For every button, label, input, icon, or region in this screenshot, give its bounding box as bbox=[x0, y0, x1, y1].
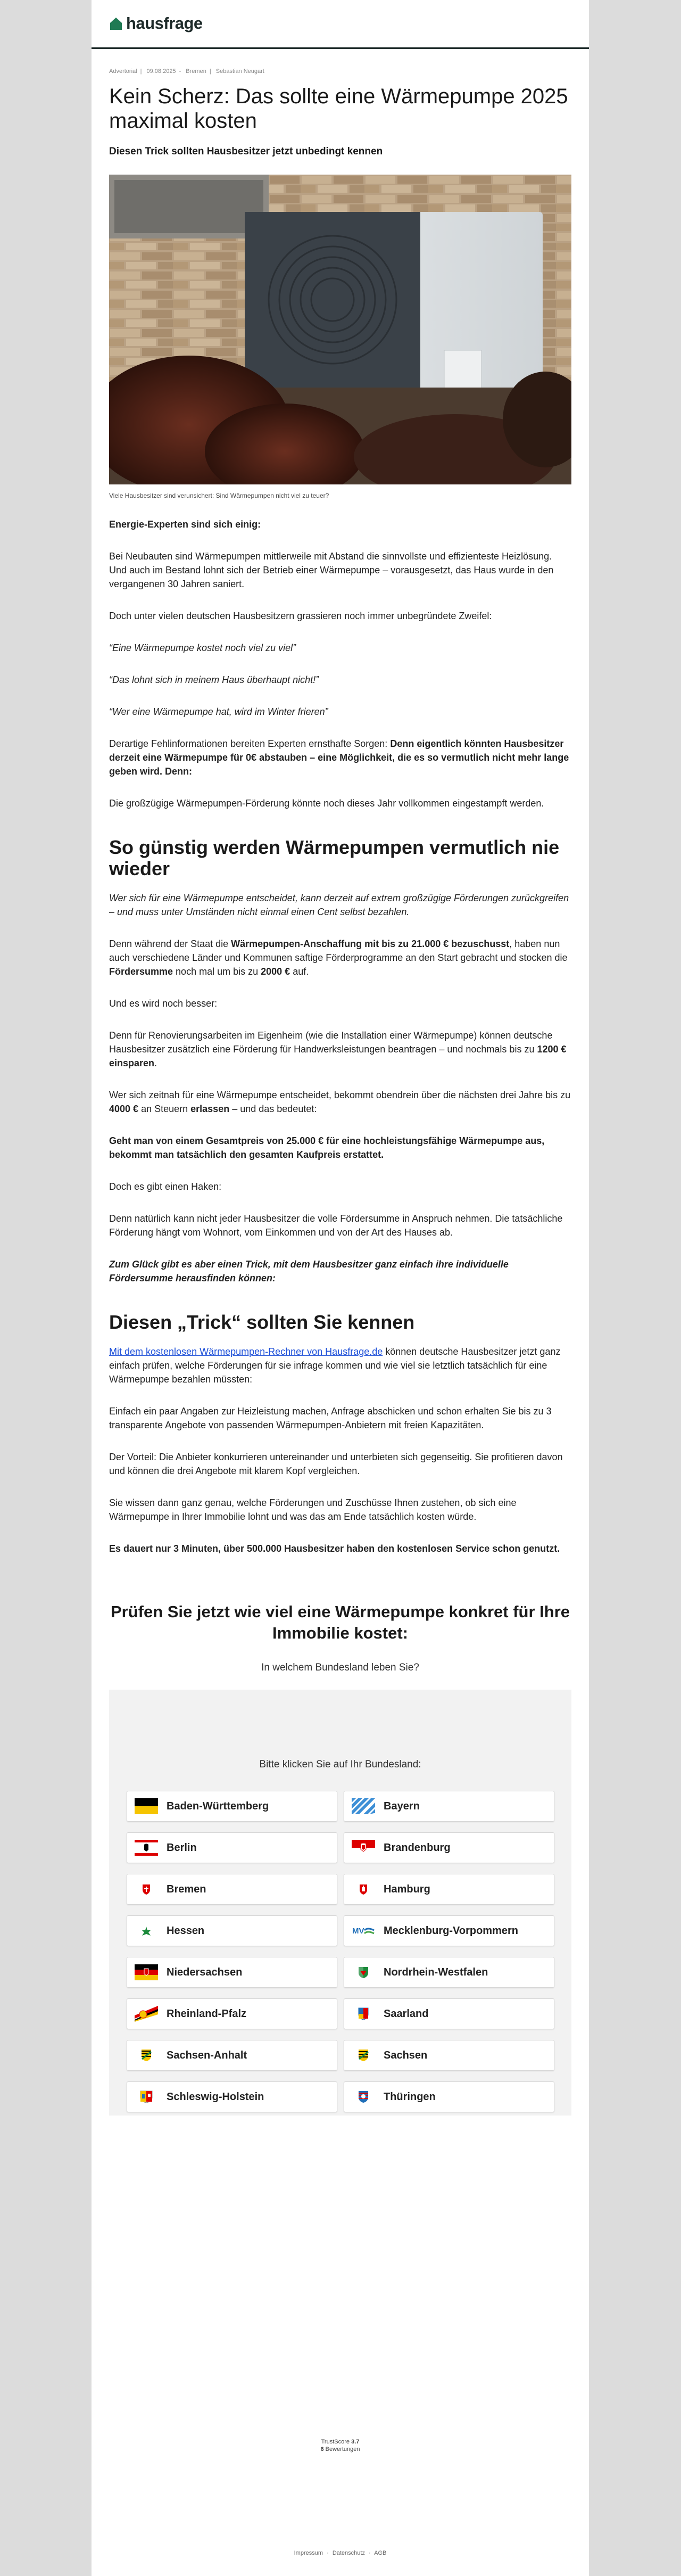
trustscore-value: 3.7 bbox=[351, 2439, 360, 2445]
state-label: Berlin bbox=[167, 1841, 197, 1854]
calculator-link[interactable]: Mit dem kostenlosen Wärmepumpen-Rechner von Hausfrage.de bbox=[109, 1346, 383, 1357]
flag-hb-icon bbox=[135, 1880, 158, 1898]
flag-mv-icon bbox=[352, 1922, 375, 1940]
state-prompt: Bitte klicken Sie auf Ihr Bundesland: bbox=[259, 1759, 421, 1770]
state-button-hessen[interactable] bbox=[127, 1915, 337, 1946]
state-selector bbox=[109, 1690, 571, 2116]
p5-e: noch mal um bis zu bbox=[173, 966, 261, 977]
section-heading-1: So günstig werden Wärmepumpen vermutlich nie wieder bbox=[109, 836, 560, 879]
p12-text: Zum Glück gibt es aber einen Trick, mit dem Hausbesitzer ganz einfach ihre individuelle Fördersumme herausfinden können: bbox=[109, 1259, 509, 1283]
state-button-bayern[interactable] bbox=[344, 1791, 554, 1822]
state-label: Rheinland-Pfalz bbox=[167, 2007, 247, 2020]
flag-st-icon bbox=[135, 2046, 158, 2064]
flag-be-icon bbox=[135, 1839, 158, 1857]
state-button-baden-württemberg[interactable] bbox=[127, 1791, 337, 1822]
footer-separator: · bbox=[327, 2550, 329, 2556]
state-grid bbox=[127, 1791, 554, 2112]
paragraph-13 bbox=[109, 1345, 571, 1386]
paragraph-7 bbox=[109, 1028, 571, 1070]
section-lead bbox=[109, 891, 571, 919]
flag-sl-icon bbox=[352, 2005, 375, 2023]
page bbox=[92, 0, 589, 2576]
state-label: Saarland bbox=[384, 2007, 429, 2020]
svg-text:MV: MV bbox=[352, 1927, 364, 1936]
state-button-niedersachsen[interactable] bbox=[127, 1957, 337, 1988]
article-meta: Advertorial | 09.08.2025 - Bremen | Sebastian Neugart bbox=[109, 68, 264, 75]
lead-text: Wer sich für eine Wärmepumpe entscheidet, kann derzeit auf extrem großzügige Förderungen zurückgreifen – und muss unter Umständen nicht einmal einen Cent selbst bezahlen. bbox=[109, 893, 569, 917]
paragraph-2: Doch unter vielen deutschen Hausbesitzern grassieren noch immer unbegründete Zweifel: bbox=[109, 611, 492, 621]
meta-author: Sebastian Neugart bbox=[215, 68, 264, 75]
quote-2-text: “Das lohnt sich in meinem Haus überhaupt nicht!” bbox=[109, 674, 319, 685]
state-label: Niedersachsen bbox=[167, 1966, 243, 1978]
state-button-thüringen[interactable] bbox=[344, 2081, 554, 2112]
state-label: Nordrhein-Westfalen bbox=[384, 1966, 488, 1978]
flag-th-icon bbox=[352, 2088, 375, 2106]
site-footer bbox=[92, 2550, 589, 2556]
trustscore-label: TrustScore bbox=[321, 2439, 350, 2445]
heat-pump-photo bbox=[109, 175, 571, 484]
state-label: Baden-Württemberg bbox=[167, 1800, 269, 1812]
cta-question: In welchem Bundesland leben Sie? bbox=[261, 1662, 419, 1673]
p5-f: 2000 € bbox=[261, 966, 290, 977]
state-button-nordrhein-westfalen[interactable] bbox=[344, 1957, 554, 1988]
flag-ni-icon bbox=[135, 1963, 158, 1981]
trustscore-line bbox=[92, 2438, 589, 2446]
state-label: Bayern bbox=[384, 1800, 420, 1812]
state-button-berlin[interactable] bbox=[127, 1832, 337, 1863]
state-button-bremen[interactable] bbox=[127, 1874, 337, 1905]
paragraph-3 bbox=[109, 737, 571, 778]
flag-sn-icon bbox=[352, 2046, 375, 2064]
meta-location: Bremen bbox=[186, 68, 206, 75]
hero-image bbox=[109, 175, 571, 484]
footer-link-agb[interactable]: AGB bbox=[374, 2550, 387, 2556]
footer-link-datenschutz[interactable]: Datenschutz bbox=[332, 2550, 365, 2556]
quote-2 bbox=[109, 673, 571, 687]
article-title: Kein Scherz: Das sollte eine Wärmepumpe 2025 maximal kosten bbox=[109, 85, 568, 133]
cta-title: Prüfen Sie jetzt wie viel eine Wärmepumpe konkret für Ihre Immobilie kostet: bbox=[110, 1602, 570, 1642]
section-heading-2: Diesen „Trick“ sollten Sie kennen bbox=[109, 1311, 415, 1333]
footer-separator: · bbox=[369, 2550, 371, 2556]
flag-bw-icon bbox=[135, 1797, 158, 1815]
p8-d: erlassen bbox=[190, 1104, 230, 1114]
flag-bb-icon bbox=[352, 1839, 375, 1857]
paragraph-9: Geht man von einem Gesamtpreis von 25.000 € für eine hochleistungsfähige Wärmepumpe aus, bekommt man tatsächlich den gesamten Kaufpreis erstattet. bbox=[109, 1135, 545, 1160]
flag-he-icon bbox=[135, 1922, 158, 1940]
p8-b: 4000 € bbox=[109, 1104, 139, 1114]
state-label: Sachsen bbox=[384, 2049, 428, 2061]
state-button-hamburg[interactable] bbox=[344, 1874, 554, 1905]
quote-1-text: “Eine Wärmepumpe kostet noch viel zu viel” bbox=[109, 643, 296, 653]
meta-label: Advertorial bbox=[109, 68, 137, 75]
p7-a: Denn für Renovierungsarbeiten im Eigenheim (wie die Installation einer Wärmepumpe) können deutsche Hausbesitzer zusätzlich eine Förderung für Handwerksleistungen beantragen – und nochmals bis zu bbox=[109, 1030, 553, 1055]
state-button-mecklenburg-vorpommern[interactable] bbox=[344, 1915, 554, 1946]
p7-c: . bbox=[154, 1058, 157, 1068]
p5-b: Wärmepumpen-Anschaffung mit bis zu 21.000 € bezuschusst bbox=[231, 939, 510, 949]
quote-3-text: “Wer eine Wärmepumpe hat, wird im Winter frieren” bbox=[109, 706, 328, 717]
p8-e: – und das bedeutet: bbox=[229, 1104, 317, 1114]
state-button-sachsen[interactable] bbox=[344, 2040, 554, 2071]
paragraph-8 bbox=[109, 1088, 571, 1116]
p3-bold: Denn eigentlich könnten Hausbesitzer derzeit eine Wärmepumpe für 0€ abstauben – eine Möglichkeit, die es so vermutlich nicht mehr lange geben wird. Denn: bbox=[109, 738, 569, 777]
state-label: Schleswig-Holstein bbox=[167, 2091, 264, 2103]
p7-b: 1200 € einsparen bbox=[109, 1044, 567, 1068]
paragraph-5 bbox=[109, 937, 571, 978]
flag-sh-icon bbox=[135, 2088, 158, 2106]
state-label: Mecklenburg-Vorpommern bbox=[384, 1924, 518, 1937]
quote-1 bbox=[109, 641, 571, 655]
state-button-brandenburg[interactable] bbox=[344, 1832, 554, 1863]
state-label: Bremen bbox=[167, 1883, 206, 1895]
paragraph-12 bbox=[109, 1257, 571, 1285]
state-label: Thüringen bbox=[384, 2091, 436, 2103]
p3-normal: Derartige Fehlinformationen bereiten Experten ernsthafte Sorgen: bbox=[109, 738, 391, 749]
reviews-count: 6 bbox=[320, 2446, 324, 2452]
state-button-saarland[interactable] bbox=[344, 1998, 554, 2029]
quote-3 bbox=[109, 705, 571, 719]
intro-heading: Energie-Experten sind sich einig: bbox=[109, 519, 261, 530]
site-header bbox=[92, 0, 589, 49]
meta-date: 09.08.2025 bbox=[146, 68, 176, 75]
paragraph-15: Der Vorteil: Die Anbieter konkurrieren untereinander und unterbieten sich gegenseitig. Sie profitieren davon und können die drei Angebote mit klarem Kopf vergleichen. bbox=[109, 1452, 563, 1476]
flag-hh-icon bbox=[352, 1880, 375, 1898]
p5-d: Fördersumme bbox=[109, 966, 173, 977]
header-divider bbox=[92, 47, 589, 49]
article bbox=[92, 68, 589, 2116]
paragraph-10: Doch es gibt einen Haken: bbox=[109, 1181, 222, 1192]
paragraph-16: Sie wissen dann ganz genau, welche Förderungen und Zuschüsse Ihnen zustehen, ob sich eine Wärmepumpe in Ihrer Immobilie lohnt und was das am Ende tatsächlich kosten würde. bbox=[109, 1497, 517, 1522]
house-icon bbox=[109, 17, 123, 30]
flag-nw-icon bbox=[352, 1963, 375, 1981]
flag-rp-icon bbox=[135, 2005, 158, 2023]
brand-name: hausfrage bbox=[126, 14, 203, 32]
paragraph-1: Bei Neubauten sind Wärmepumpen mittlerweile mit Abstand die sinnvollste und effizienteste Heizlösung. Und auch im Bestand lohnt sich der Betrieb einer Wärmepumpe – vorausgesetzt, das Haus wurde in den vergangenen 30 Jahren saniert. bbox=[109, 551, 554, 589]
state-button-sachsen-anhalt[interactable] bbox=[127, 2040, 337, 2071]
state-label: Sachsen-Anhalt bbox=[167, 2049, 247, 2061]
reviews-line bbox=[92, 2446, 589, 2453]
brand-logo[interactable] bbox=[109, 14, 203, 33]
state-label: Hessen bbox=[167, 1924, 205, 1937]
trust-widget[interactable] bbox=[92, 2438, 589, 2453]
footer-link-impressum[interactable]: Impressum bbox=[294, 2550, 323, 2556]
p5-g: auf. bbox=[290, 966, 309, 977]
state-label: Hamburg bbox=[384, 1883, 430, 1895]
p5-c: , haben nun auch verschiedene Länder und Kommunen saftige Förderprogramme an den Start gebracht und stocken die bbox=[109, 939, 568, 963]
paragraph-4: Die großzügige Wärmepumpen-Förderung könnte noch dieses Jahr vollkommen eingestampft werden. bbox=[109, 798, 544, 809]
paragraph-17: Es dauert nur 3 Minuten, über 500.000 Hausbesitzer haben den kostenlosen Service schon genutzt. bbox=[109, 1543, 560, 1554]
paragraph-6: Und es wird noch besser: bbox=[109, 998, 218, 1009]
p5-a: Denn während der Staat die bbox=[109, 939, 231, 949]
p13-rest: können deutsche Hausbesitzer jetzt ganz einfach prüfen, welche Förderungen für sie infrage kommen und wie viel sie letztlich tatsächlich für eine Wärmepumpe bezahlen müssten: bbox=[109, 1346, 561, 1385]
state-label: Brandenburg bbox=[384, 1841, 451, 1854]
p8-c: an Steuern bbox=[138, 1104, 191, 1114]
article-subtitle: Diesen Trick sollten Hausbesitzer jetzt unbedingt kennen bbox=[109, 146, 383, 157]
p8-a: Wer sich zeitnah für eine Wärmepumpe entscheidet, bekommt obendrein über die nächsten drei Jahre bis zu bbox=[109, 1090, 571, 1100]
state-button-schleswig-holstein[interactable] bbox=[127, 2081, 337, 2112]
flag-by-icon bbox=[352, 1797, 375, 1815]
image-caption: Viele Hausbesitzer sind verunsichert: Sind Wärmepumpen nicht viel zu teuer? bbox=[109, 492, 329, 499]
reviews-label: Bewertungen bbox=[325, 2446, 360, 2452]
state-button-rheinland-pfalz[interactable] bbox=[127, 1998, 337, 2029]
paragraph-11: Denn natürlich kann nicht jeder Hausbesitzer die volle Fördersumme in Anspruch nehmen. Die tatsächliche Förderung hängt vom Wohnort, vom Einkommen und von der Art des Hauses ab. bbox=[109, 1213, 563, 1238]
paragraph-14: Einfach ein paar Angaben zur Heizleistung machen, Anfrage abschicken und schon erhalten Sie bis zu 3 transparente Angebote von passenden Wärmepumpen-Anbietern mit freien Kapazitäten. bbox=[109, 1406, 552, 1430]
